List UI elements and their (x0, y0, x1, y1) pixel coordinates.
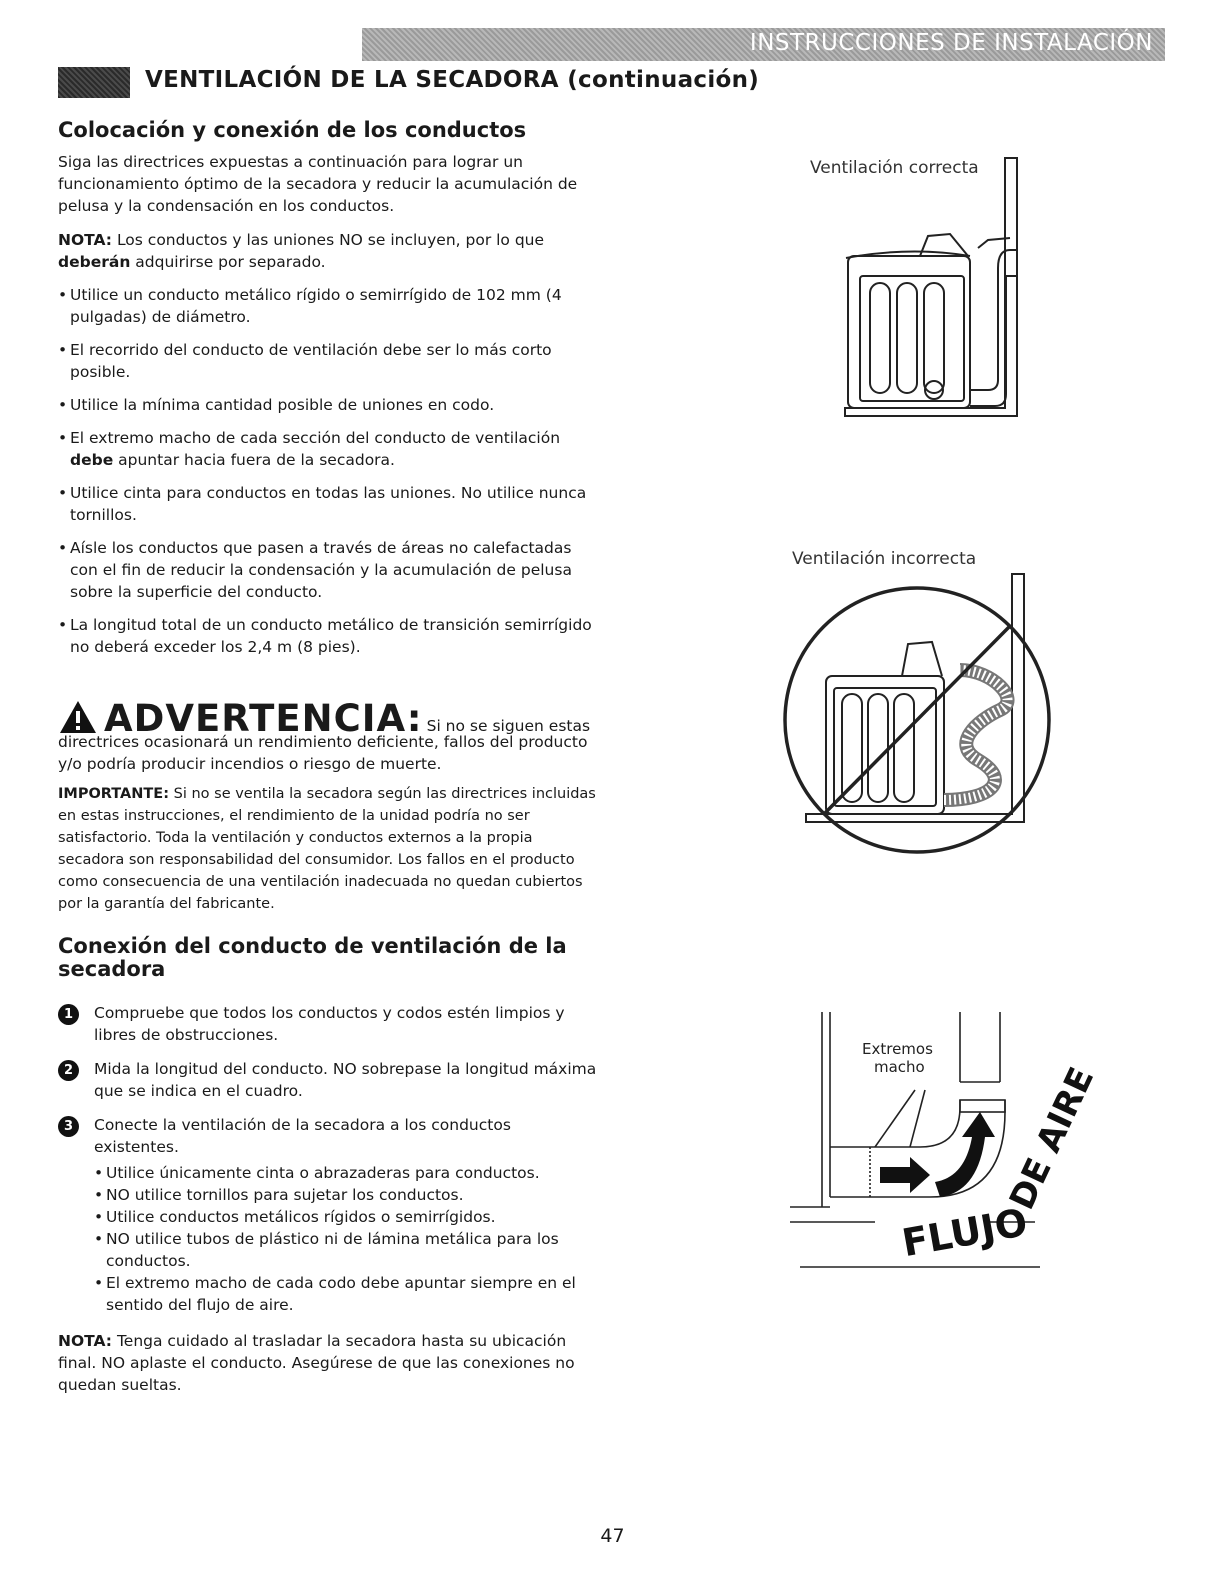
colocacion-nota (58, 229, 588, 273)
list-item: • El extremo macho de cada codo debe apuntar siempre en el sentido del flujo de aire. (94, 1272, 598, 1316)
extremos-label-line2: macho (874, 1058, 925, 1076)
figure-incorrect-caption: Ventilación incorrecta (792, 549, 977, 569)
step-1 (58, 1002, 598, 1046)
airflow-label-flujo: FLUJO (898, 1200, 1031, 1266)
warning-tail: Si no se siguen estas (426, 717, 591, 735)
nota-label: NOTA: (58, 231, 113, 249)
figure-airflow-elbow (790, 1012, 1103, 1277)
list-item: • Utilice conductos metálicos rígidos o semirrígidos. (94, 1206, 598, 1228)
list-item: • NO utilice tornillos para sujetar los conductos. (94, 1184, 598, 1206)
list-item: • Aísle los conductos que pasen a través de áreas no calefactadas con el fin de reducir la condensación y la acumulación de pelusa sobre la superficie del conducto. (58, 537, 598, 603)
colocacion-bullets (58, 284, 598, 669)
b4-bold: debe (70, 451, 114, 469)
nota-text-1: Los conductos y las uniones NO se incluyen, por lo que (112, 231, 545, 249)
conexion-nota-label: NOTA: (58, 1332, 113, 1350)
figure-incorrect-venting (782, 560, 1052, 880)
section-marker (58, 67, 130, 98)
step-3-sub-bullets (94, 1162, 598, 1316)
header-band-text: INSTRUCCIONES DE INSTALACIÓN (749, 30, 1153, 56)
warning-title: ADVERTENCIA: (104, 697, 423, 740)
list-item: • La longitud total de un conducto metálico de transición semirrígido no deberá exceder los 2,4 m (8 pies). (58, 614, 598, 658)
warning-body: directrices ocasionará un rendimiento deficiente, fallos del producto y/o podría producir incendios o riesgo de muerte. (58, 733, 588, 773)
conexion-heading (58, 935, 567, 981)
section-title (145, 67, 759, 93)
step-number-3: 3 (58, 1116, 79, 1137)
nota-bold: deberán (58, 253, 131, 271)
step-2 (58, 1058, 598, 1102)
step-number-2: 2 (58, 1060, 79, 1081)
list-item: • Utilice cinta para conductos en todas las uniones. No utilice nunca tornillos. (58, 482, 598, 526)
list-item (58, 427, 598, 471)
airflow-label-de-aire: DE AIRE (1001, 1061, 1103, 1216)
conexion-steps (58, 1002, 598, 1396)
list-item: • El recorrido del conducto de ventilación debe ser lo más corto posible. (58, 339, 598, 383)
extremos-label-line1: Extremos (862, 1040, 933, 1058)
nota-text-2: adquirirse por separado. (130, 253, 326, 271)
conexion-heading-line2: secadora (58, 957, 166, 981)
figure-correct-venting (810, 158, 1050, 428)
b4-text-1: El extremo macho de cada sección del conducto de ventilación (70, 429, 561, 447)
step-number-1: 1 (58, 1004, 79, 1025)
section-title-text: VENTILACIÓN DE LA SECADORA (145, 67, 559, 93)
importante-paragraph (58, 783, 598, 915)
step-text-1: Compruebe que todos los conductos y codos estén limpios y libres de obstrucciones. (94, 1004, 565, 1044)
step-3 (58, 1114, 598, 1158)
conexion-heading-line1: Conexión del conducto de ventilación de la (58, 934, 567, 958)
importante-text: Si no se ventila la secadora según las directrices incluidas en estas instrucciones, el rendimiento de la unidad podría no ser satisfactorio. Toda la ventilación y conductos externos a la propia secadora son responsabilidad del consumidor. Los fallos en el producto como consecuencia de una ventilación inadecuada no quedan cubiertos por la garantía del fabricante. (58, 786, 596, 912)
importante-label: IMPORTANTE: (58, 786, 170, 802)
figure-correct-caption: Ventilación correcta (810, 158, 979, 178)
section-title-continuation: (continuación) (567, 67, 760, 93)
step-text-2: Mida la longitud del conducto. NO sobrepase la longitud máxima que se indica en el cuadro. (94, 1060, 597, 1100)
list-item: • Utilice un conducto metálico rígido o semirrígido de 102 mm (4 pulgadas) de diámetro. (58, 284, 598, 328)
list-item: • Utilice la mínima cantidad posible de uniones en codo. (58, 394, 598, 416)
header-band (362, 28, 1165, 61)
page-number: 47 (600, 1525, 625, 1547)
colocacion-intro: Siga las directrices expuestas a continuación para lograr un funcionamiento óptimo de la secadora y reducir la acumulación de pelusa y la condensación en los conductos. (58, 153, 578, 215)
conexion-nota-text: Tenga cuidado al trasladar la secadora hasta su ubicación final. NO aplaste el conducto. Asegúrese de que las conexiones no quedan sueltas. (58, 1332, 575, 1394)
step-text-3: Conecte la ventilación de la secadora a los conductos existentes. (94, 1116, 511, 1156)
conexion-nota (58, 1330, 598, 1396)
list-item: • NO utilice tubos de plástico ni de lámina metálica para los conductos. (94, 1228, 598, 1272)
list-item: • Utilice únicamente cinta o abrazaderas para conductos. (94, 1162, 598, 1184)
colocacion-heading: Colocación y conexión de los conductos (58, 118, 527, 142)
b4-text-2: apuntar hacia fuera de la secadora. (113, 451, 395, 469)
